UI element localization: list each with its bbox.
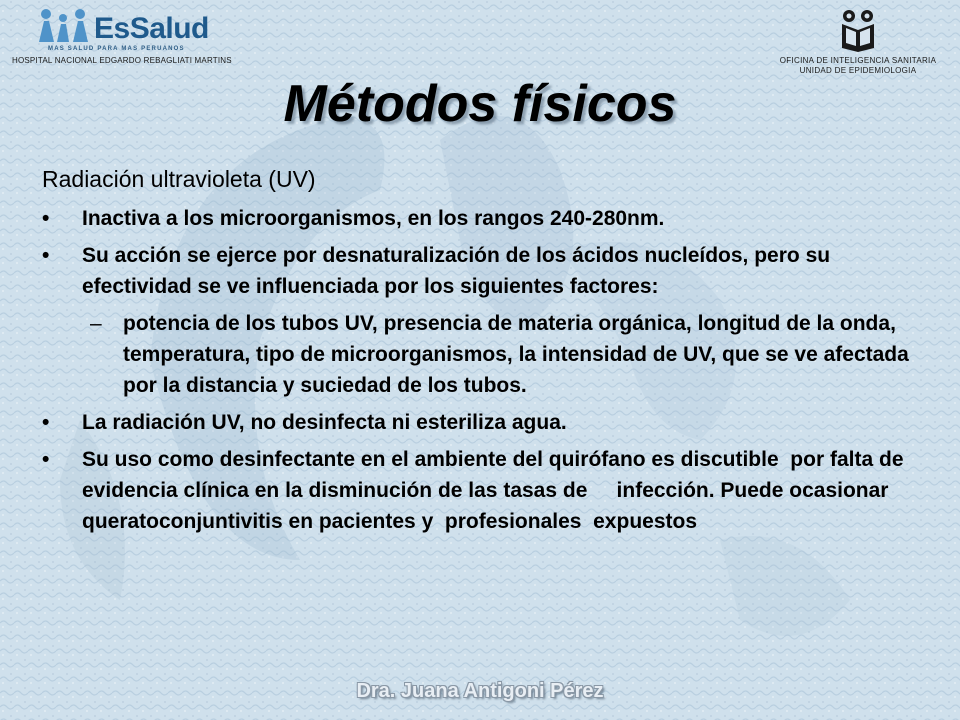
- bullet-text: Su acción se ejerce por desnaturalización de los ácidos nucleídos, pero su efectividad se ve influenciada por los siguientes factores:: [82, 244, 831, 298]
- bullet-item: [42, 240, 922, 302]
- slide-subtitle: Radiación ultravioleta (UV): [42, 166, 316, 192]
- bullet-text: Inactiva a los microorganismos, en los rangos 240-280nm.: [82, 207, 665, 230]
- bullet-text: Su uso como desinfectante en el ambiente del quirófano es discutible por falta de evidencia clínica en la disminución de las tasas de infección. Puede ocasionar queratoconjuntivitis en pacientes y profesionales expuestos: [82, 448, 910, 533]
- bullet-marker: •: [42, 207, 50, 230]
- office-name: OFICINA DE INTELIGENCIA SANITARIA: [779, 56, 937, 65]
- hospital-name: HOSPITAL NACIONAL EDGARDO REBAGLIATI MARTINS: [12, 56, 232, 65]
- bullet-text: La radiación UV, no desinfecta ni esteriliza agua.: [82, 411, 567, 434]
- family-figures-icon: [36, 8, 92, 44]
- sub-bullet-text: potencia de los tubos UV, presencia de materia orgánica, longitud de la onda, temperatura, tipo de microorganismos, la intensidad de UV, que se ve afectada por la distancia y suciedad de los tubos.: [123, 312, 909, 397]
- epidemiology-logo: [770, 8, 946, 80]
- slide-title: Métodos físicos: [283, 75, 677, 133]
- sub-bullet-item: [42, 308, 922, 401]
- essalud-logo: [12, 6, 252, 66]
- bullet-marker: •: [42, 448, 50, 471]
- bullet-marker: •: [42, 244, 50, 267]
- essalud-tagline: MAS SALUD PARA MAS PERUANOS: [48, 46, 185, 52]
- slide-body: [42, 166, 922, 543]
- bullet-item: [42, 407, 922, 438]
- bullet-marker: •: [42, 411, 50, 434]
- owl-book-icon: [838, 8, 878, 52]
- bullet-item: [42, 203, 922, 234]
- dash-marker: –: [90, 312, 102, 335]
- essalud-brand-text: EsSalud: [94, 12, 209, 45]
- unit-name: UNIDAD DE EPIDEMIOLOGIA: [799, 66, 917, 75]
- bullet-item: [42, 444, 922, 537]
- author-footer: Dra. Juana Antigoni Pérez: [356, 680, 604, 702]
